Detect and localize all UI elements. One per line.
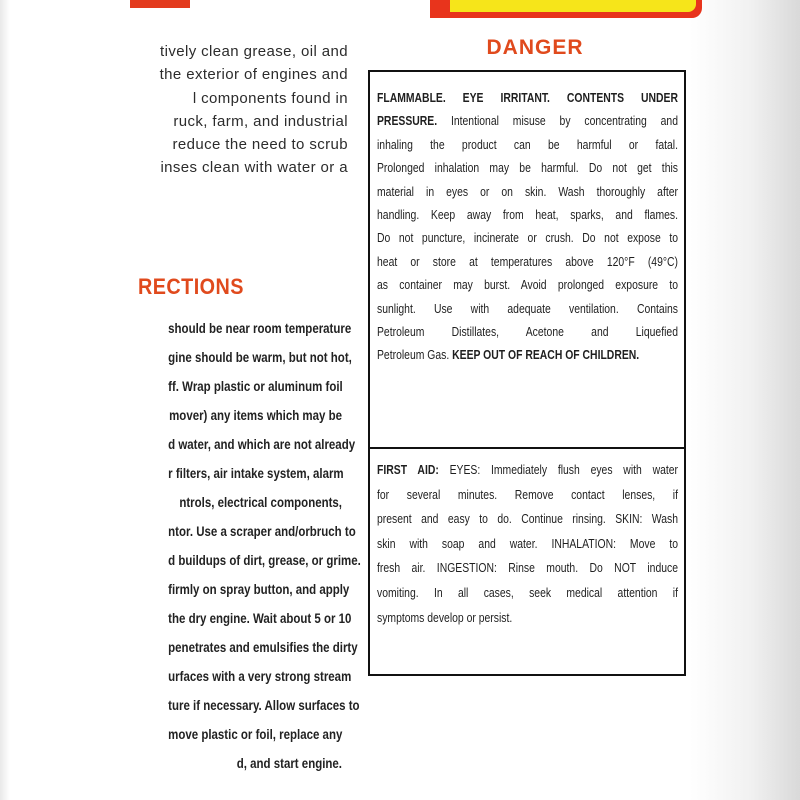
intro-line: reduce the need to scrub	[172, 136, 348, 154]
hazard-line	[377, 320, 678, 343]
hazard-text: inhaling the product can be harmful or fatal.	[377, 136, 678, 152]
first-aid-line	[377, 532, 678, 557]
hazard-text: sunlight. Use with adequate ventilation. Contains	[377, 300, 678, 316]
hazard-line	[377, 203, 678, 226]
intro-line: l components found in	[192, 89, 348, 107]
warning-divider	[370, 447, 684, 449]
intro-line: tively clean grease, oil and	[160, 43, 348, 60]
first-aid-line	[377, 581, 678, 606]
directions-line: gine should be warm, but not hot,	[168, 349, 352, 365]
first-aid-statement	[370, 458, 684, 630]
first-aid-text: for several minutes. Remove contact lenses, if	[377, 486, 678, 502]
directions-line: ture if necessary. Allow surfaces to	[168, 697, 360, 713]
hazard-line	[377, 156, 678, 179]
hazard-line	[377, 297, 678, 320]
directions-line: ntrols, electrical components,	[179, 494, 342, 510]
hazard-line	[377, 250, 678, 273]
hazard-line	[377, 343, 678, 366]
directions-line: r filters, air intake system, alarm	[168, 465, 344, 481]
directions-line: d buildups of dirt, grease, or grime.	[168, 552, 361, 568]
hazard-line	[377, 226, 678, 249]
hazard-bold-text: FLAMMABLE. EYE IRRITANT. CONTENTS UNDER	[377, 90, 678, 105]
first-aid-line	[377, 458, 678, 483]
hazard-text: handling. Keep away from heat, sparks, and flames.	[377, 207, 678, 223]
directions-line: mover) any items which may be	[169, 407, 342, 423]
hazard-statement	[370, 86, 684, 452]
directions-line: the dry engine. Wait about 5 or 10	[168, 610, 352, 626]
first-aid-text: fresh air. INGESTION: Rinse mouth. Do NOT induce	[377, 560, 678, 576]
directions-line: ff. Wrap plastic or aluminum foil	[168, 378, 343, 394]
first-aid-line	[377, 606, 678, 631]
directions-line: firmly on spray button, and apply	[168, 581, 350, 597]
hazard-bold-text: PRESSURE.	[377, 113, 438, 129]
directions-line: should be near room temperature	[168, 320, 352, 336]
top-red-band-left	[130, 0, 190, 8]
hazard-text: Intentional misuse by concentrating and	[437, 113, 678, 129]
intro-paragraph	[120, 40, 348, 180]
hazard-text: Prolonged inhalation may be harmful. Do not get this	[377, 160, 678, 176]
first-aid-bold-text: FIRST AID:	[377, 462, 439, 477]
hazard-line	[377, 180, 678, 203]
warning-box	[368, 70, 686, 676]
hazard-text: Petroleum Distillates, Acetone and Liquefied	[377, 324, 678, 340]
first-aid-line	[377, 556, 678, 581]
first-aid-text: symptoms develop or persist.	[377, 609, 513, 625]
hazard-text: material in eyes or on skin. Wash thoroughly after	[377, 183, 678, 199]
danger-heading: DANGER	[486, 36, 584, 59]
hazard-line	[377, 109, 678, 132]
top-yellow-band	[450, 0, 696, 12]
first-aid-line	[377, 483, 678, 508]
intro-line: ruck, farm, and industrial	[173, 112, 348, 130]
first-aid-text: EYES: Immediately flush eyes with water	[438, 462, 679, 477]
hazard-line	[377, 133, 678, 156]
intro-line: the exterior of engines and	[159, 66, 348, 84]
hazard-text: heat or store at temperatures above 120°F (49°C)	[377, 253, 678, 269]
hazard-line	[377, 86, 678, 109]
hazard-line	[377, 273, 678, 296]
can-right-edge	[690, 0, 800, 800]
hazard-text: Petroleum Gas.	[377, 347, 453, 363]
can-left-edge	[0, 0, 10, 800]
directions-line: move plastic or foil, replace any	[168, 726, 343, 742]
directions-line: penetrates and emulsifies the dirty	[168, 639, 358, 655]
directions-text	[130, 314, 361, 778]
hazard-text: as container may burst. Avoid prolonged exposure to	[377, 277, 678, 293]
directions-line: urfaces with a very strong stream	[168, 668, 352, 684]
directions-line: ntor. Use a scraper and/orbruch to	[168, 523, 356, 539]
hazard-bold-text: KEEP OUT OF REACH OF CHILDREN.	[452, 347, 640, 363]
first-aid-text: skin with soap and water. INHALATION: Move to	[377, 535, 678, 551]
top-red-band-right	[430, 0, 702, 18]
directions-line: d water, and which are not already	[168, 436, 356, 452]
intro-text	[120, 40, 348, 180]
directions-heading: RECTIONS	[138, 274, 244, 299]
first-aid-line	[377, 507, 678, 532]
directions-line: d, and start engine.	[236, 755, 342, 771]
first-aid-text: present and easy to do. Continue rinsing. SKIN: Wash	[377, 511, 678, 527]
intro-line: inses clean with water or a	[160, 159, 348, 177]
hazard-text: Do not puncture, incinerate or crush. Do not expose to	[377, 230, 678, 246]
first-aid-text: vomiting. In all cases, seek medical attention if	[377, 584, 678, 600]
